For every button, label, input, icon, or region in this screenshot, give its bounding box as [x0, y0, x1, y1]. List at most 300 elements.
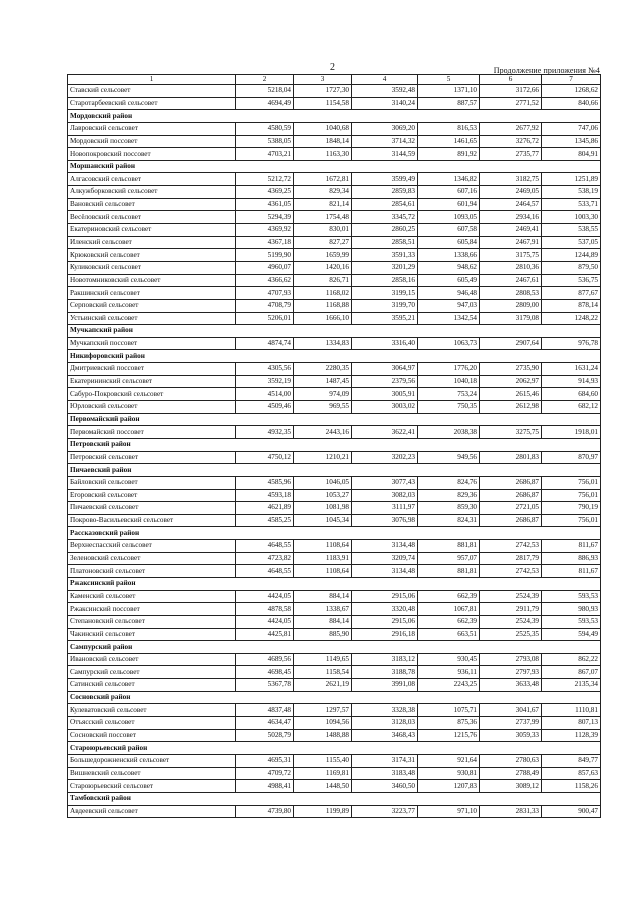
- value-cell: 2788,49: [480, 767, 542, 780]
- value-cell: 830,01: [294, 224, 352, 237]
- value-cell: 849,77: [542, 754, 601, 767]
- table-row: [68, 135, 601, 148]
- table-row: [68, 97, 601, 110]
- value-cell: 3223,77: [352, 805, 418, 818]
- value-cell: 4593,18: [236, 489, 294, 502]
- value-cell: 2243,25: [418, 679, 480, 692]
- settlement-name: Авдеевский сельсовет: [68, 805, 236, 818]
- settlement-name: Алкужборковский сельсовет: [68, 186, 236, 199]
- value-cell: 3460,50: [352, 780, 418, 793]
- value-cell: 881,81: [418, 540, 480, 553]
- value-cell: 2854,61: [352, 198, 418, 211]
- district-name: Мучкапский район: [68, 325, 601, 338]
- value-cell: 5294,39: [236, 211, 294, 224]
- value-cell: 2677,92: [480, 122, 542, 135]
- value-cell: 4366,62: [236, 274, 294, 287]
- value-cell: 3201,29: [352, 261, 418, 274]
- value-cell: 1244,89: [542, 249, 601, 262]
- value-cell: 2907,64: [480, 337, 542, 350]
- value-cell: 2686,87: [480, 514, 542, 527]
- value-cell: 4703,21: [236, 148, 294, 161]
- value-cell: 4707,93: [236, 287, 294, 300]
- table-row: [68, 540, 601, 553]
- value-cell: 1046,05: [294, 476, 352, 489]
- table-row: [68, 502, 601, 515]
- value-cell: 4837,48: [236, 704, 294, 717]
- value-cell: 2469,05: [480, 186, 542, 199]
- value-cell: 1672,81: [294, 173, 352, 186]
- table-row: [68, 489, 601, 502]
- settlement-name: Ракшинский сельсовет: [68, 287, 236, 300]
- value-cell: 884,14: [294, 615, 352, 628]
- value-cell: 875,36: [418, 717, 480, 730]
- value-cell: 946,48: [418, 287, 480, 300]
- value-cell: 663,51: [418, 628, 480, 641]
- value-cell: 949,56: [418, 451, 480, 464]
- value-cell: 1163,30: [294, 148, 352, 161]
- district-name: Никифоровский район: [68, 350, 601, 363]
- settlement-name: Ржаксинский поссовет: [68, 603, 236, 616]
- table-row: [68, 299, 601, 312]
- value-cell: 4305,56: [236, 363, 294, 376]
- settlement-name: Мордовский поссовет: [68, 135, 236, 148]
- table-row: [68, 211, 601, 224]
- value-cell: 4369,25: [236, 186, 294, 199]
- value-cell: 3128,03: [352, 717, 418, 730]
- settlement-name: Верхнеспасский сельсовет: [68, 540, 236, 553]
- value-cell: 3316,40: [352, 337, 418, 350]
- settlement-name: Ставский сельсовет: [68, 85, 236, 98]
- column-header: 5: [418, 75, 480, 85]
- value-cell: 2797,93: [480, 666, 542, 679]
- value-cell: 2686,87: [480, 489, 542, 502]
- value-cell: 1251,89: [542, 173, 601, 186]
- value-cell: 1342,54: [418, 312, 480, 325]
- value-cell: 5212,72: [236, 173, 294, 186]
- table-row: [68, 666, 601, 679]
- settlement-name: Старотарбеевский сельсовет: [68, 97, 236, 110]
- continuation-note: Продолжение приложения №4: [493, 66, 600, 75]
- value-cell: 1108,64: [294, 540, 352, 553]
- column-header: 4: [352, 75, 418, 85]
- value-cell: 4698,45: [236, 666, 294, 679]
- value-cell: 790,19: [542, 502, 601, 515]
- settlement-name: Чакинский сельсовет: [68, 628, 236, 641]
- settlement-name: Зеленовский сельсовет: [68, 552, 236, 565]
- settlement-name: Иленский сельсовет: [68, 236, 236, 249]
- district-header-row: [68, 641, 601, 654]
- value-cell: 5028,79: [236, 729, 294, 742]
- settlement-name: Пичаевский сельсовет: [68, 502, 236, 515]
- value-cell: 1158,26: [542, 780, 601, 793]
- value-cell: 538,55: [542, 224, 601, 237]
- value-cell: 3599,49: [352, 173, 418, 186]
- value-cell: 2467,61: [480, 274, 542, 287]
- value-cell: 1334,83: [294, 337, 352, 350]
- settlement-name: Устьинский сельсовет: [68, 312, 236, 325]
- value-cell: 2379,56: [352, 375, 418, 388]
- district-header-row: [68, 160, 601, 173]
- value-cell: 821,14: [294, 198, 352, 211]
- table-body: [68, 85, 601, 818]
- district-name: Тамбовский район: [68, 792, 601, 805]
- district-name: Первомайский район: [68, 413, 601, 426]
- value-cell: 537,05: [542, 236, 601, 249]
- settlement-name: Екатерининский сельсовет: [68, 375, 236, 388]
- value-cell: 3320,48: [352, 603, 418, 616]
- value-cell: 1666,10: [294, 312, 352, 325]
- value-cell: 980,93: [542, 603, 601, 616]
- value-cell: 3182,75: [480, 173, 542, 186]
- value-cell: 1754,48: [294, 211, 352, 224]
- value-cell: 1053,27: [294, 489, 352, 502]
- table-row: [68, 85, 601, 98]
- value-cell: 914,93: [542, 375, 601, 388]
- value-cell: 4514,00: [236, 388, 294, 401]
- value-cell: 2793,08: [480, 653, 542, 666]
- value-cell: 5199,90: [236, 249, 294, 262]
- value-cell: 829,34: [294, 186, 352, 199]
- value-cell: 2467,91: [480, 236, 542, 249]
- value-cell: 3134,48: [352, 565, 418, 578]
- value-cell: 4874,74: [236, 337, 294, 350]
- value-cell: 5218,04: [236, 85, 294, 98]
- value-cell: 1631,24: [542, 363, 601, 376]
- value-cell: 2621,19: [294, 679, 352, 692]
- page-number: 2: [330, 62, 335, 73]
- value-cell: 4694,49: [236, 97, 294, 110]
- value-cell: 3276,72: [480, 135, 542, 148]
- district-name: Староюрьевский район: [68, 742, 601, 755]
- district-name: Сосновский район: [68, 691, 601, 704]
- settlement-name: Дмитриевский поссовет: [68, 363, 236, 376]
- value-cell: 3199,15: [352, 287, 418, 300]
- district-header-row: [68, 350, 601, 363]
- value-cell: 2858,16: [352, 274, 418, 287]
- value-cell: 2808,53: [480, 287, 542, 300]
- value-cell: 1199,89: [294, 805, 352, 818]
- value-cell: 2737,99: [480, 717, 542, 730]
- value-cell: 4424,05: [236, 590, 294, 603]
- value-cell: 1210,21: [294, 451, 352, 464]
- value-cell: 3064,97: [352, 363, 418, 376]
- table-row: [68, 514, 601, 527]
- table-row: [68, 148, 601, 161]
- value-cell: 3082,03: [352, 489, 418, 502]
- table-row: [68, 603, 601, 616]
- district-header-row: [68, 792, 601, 805]
- value-cell: 3592,19: [236, 375, 294, 388]
- settlement-name: Вишневский сельсовет: [68, 767, 236, 780]
- value-cell: 607,16: [418, 186, 480, 199]
- value-cell: 682,12: [542, 401, 601, 414]
- value-cell: 1040,18: [418, 375, 480, 388]
- settlement-name: Новопокровский поссовет: [68, 148, 236, 161]
- value-cell: 4695,31: [236, 754, 294, 767]
- value-cell: 840,66: [542, 97, 601, 110]
- value-cell: 2858,51: [352, 236, 418, 249]
- district-name: Пичаевский район: [68, 464, 601, 477]
- settlement-name: Екатериновский сельсовет: [68, 224, 236, 237]
- value-cell: 862,22: [542, 653, 601, 666]
- value-cell: 957,07: [418, 552, 480, 565]
- value-cell: 3005,91: [352, 388, 418, 401]
- value-cell: 4750,12: [236, 451, 294, 464]
- settlement-name: Крюковский сельсовет: [68, 249, 236, 262]
- header-row: [68, 75, 601, 85]
- table-row: [68, 287, 601, 300]
- value-cell: 3076,98: [352, 514, 418, 527]
- value-cell: 1045,34: [294, 514, 352, 527]
- settlement-name: Ивановский сельсовет: [68, 653, 236, 666]
- value-cell: 976,78: [542, 337, 601, 350]
- value-cell: 3089,12: [480, 780, 542, 793]
- value-cell: 4932,35: [236, 426, 294, 439]
- value-cell: 3183,12: [352, 653, 418, 666]
- value-cell: 971,10: [418, 805, 480, 818]
- value-cell: 593,53: [542, 590, 601, 603]
- value-cell: 947,03: [418, 299, 480, 312]
- value-cell: 936,11: [418, 666, 480, 679]
- value-cell: 1155,40: [294, 754, 352, 767]
- table-row: [68, 173, 601, 186]
- table-row: [68, 679, 601, 692]
- value-cell: 3174,31: [352, 754, 418, 767]
- table-row: [68, 224, 601, 237]
- value-cell: 2916,18: [352, 628, 418, 641]
- value-cell: 2915,06: [352, 615, 418, 628]
- value-cell: 2524,39: [480, 615, 542, 628]
- value-cell: 594,49: [542, 628, 601, 641]
- value-cell: 662,39: [418, 615, 480, 628]
- settlement-name: Сабуро-Покровский сельсовет: [68, 388, 236, 401]
- value-cell: 2735,90: [480, 363, 542, 376]
- value-cell: 2443,16: [294, 426, 352, 439]
- table-row: [68, 186, 601, 199]
- district-name: Рассказовский район: [68, 527, 601, 540]
- value-cell: 1371,10: [418, 85, 480, 98]
- value-cell: 930,45: [418, 653, 480, 666]
- value-cell: 2809,00: [480, 299, 542, 312]
- settlement-name: Весёловский сельсовет: [68, 211, 236, 224]
- value-cell: 3188,78: [352, 666, 418, 679]
- value-cell: 974,09: [294, 388, 352, 401]
- settlement-name: Отъясский сельсовет: [68, 717, 236, 730]
- value-cell: 1215,76: [418, 729, 480, 742]
- value-cell: 816,53: [418, 122, 480, 135]
- value-cell: 2911,79: [480, 603, 542, 616]
- value-cell: 1003,30: [542, 211, 601, 224]
- value-cell: 1346,82: [418, 173, 480, 186]
- value-cell: 900,47: [542, 805, 601, 818]
- district-name: Петровский район: [68, 438, 601, 451]
- settlement-name: Староюрьевский сельсовет: [68, 780, 236, 793]
- value-cell: 5206,01: [236, 312, 294, 325]
- district-header-row: [68, 438, 601, 451]
- value-cell: 2831,33: [480, 805, 542, 818]
- value-cell: 1183,91: [294, 552, 352, 565]
- value-cell: 3209,74: [352, 552, 418, 565]
- value-cell: 879,50: [542, 261, 601, 274]
- value-cell: 3714,32: [352, 135, 418, 148]
- value-cell: 3041,67: [480, 704, 542, 717]
- value-cell: 886,93: [542, 552, 601, 565]
- value-cell: 2612,98: [480, 401, 542, 414]
- value-cell: 1169,81: [294, 767, 352, 780]
- value-cell: 3592,48: [352, 85, 418, 98]
- settlement-name: Сатинский сельсовет: [68, 679, 236, 692]
- value-cell: 1727,30: [294, 85, 352, 98]
- district-header-row: [68, 742, 601, 755]
- settlement-name: Мучкапский поссовет: [68, 337, 236, 350]
- value-cell: 5388,05: [236, 135, 294, 148]
- settlement-name: Алгасовский сельсовет: [68, 173, 236, 186]
- value-cell: 3991,08: [352, 679, 418, 692]
- value-cell: 1207,83: [418, 780, 480, 793]
- value-cell: 1338,66: [418, 249, 480, 262]
- settlement-name: Степановский сельсовет: [68, 615, 236, 628]
- value-cell: 826,71: [294, 274, 352, 287]
- value-cell: 878,14: [542, 299, 601, 312]
- value-cell: 1918,01: [542, 426, 601, 439]
- value-cell: 2915,06: [352, 590, 418, 603]
- value-cell: 969,55: [294, 401, 352, 414]
- table-row: [68, 363, 601, 376]
- table-row: [68, 337, 601, 350]
- table-row: [68, 249, 601, 262]
- table-row: [68, 704, 601, 717]
- value-cell: 859,30: [418, 502, 480, 515]
- settlement-name: Новотомниковский сельсовет: [68, 274, 236, 287]
- value-cell: 593,53: [542, 615, 601, 628]
- value-cell: 881,81: [418, 565, 480, 578]
- value-cell: 4424,05: [236, 615, 294, 628]
- value-cell: 533,71: [542, 198, 601, 211]
- value-cell: 4648,55: [236, 565, 294, 578]
- table-row: [68, 198, 601, 211]
- value-cell: 1149,65: [294, 653, 352, 666]
- value-cell: 2771,52: [480, 97, 542, 110]
- value-cell: 2817,79: [480, 552, 542, 565]
- value-cell: 3633,48: [480, 679, 542, 692]
- district-header-row: [68, 325, 601, 338]
- value-cell: 2780,63: [480, 754, 542, 767]
- table-row: [68, 261, 601, 274]
- value-cell: 536,75: [542, 274, 601, 287]
- value-cell: 1094,56: [294, 717, 352, 730]
- district-name: Ржаксинский район: [68, 577, 601, 590]
- value-cell: 4509,46: [236, 401, 294, 414]
- value-cell: 1338,67: [294, 603, 352, 616]
- settlement-name: Вановский сельсовет: [68, 198, 236, 211]
- value-cell: 538,19: [542, 186, 601, 199]
- district-header-row: [68, 464, 601, 477]
- value-cell: 885,90: [294, 628, 352, 641]
- settlement-name: Платоновский сельсовет: [68, 565, 236, 578]
- district-name: Мордовский район: [68, 110, 601, 123]
- column-header: 3: [294, 75, 352, 85]
- value-cell: 1067,81: [418, 603, 480, 616]
- settlement-name: Егоровский сельсовет: [68, 489, 236, 502]
- value-cell: 1154,58: [294, 97, 352, 110]
- value-cell: 1659,99: [294, 249, 352, 262]
- value-cell: 756,01: [542, 489, 601, 502]
- table-row: [68, 236, 601, 249]
- value-cell: 3003,02: [352, 401, 418, 414]
- value-cell: 1848,14: [294, 135, 352, 148]
- value-cell: 827,27: [294, 236, 352, 249]
- value-cell: 756,01: [542, 476, 601, 489]
- value-cell: 2062,97: [480, 375, 542, 388]
- value-cell: 605,49: [418, 274, 480, 287]
- value-cell: 4878,58: [236, 603, 294, 616]
- value-cell: 3111,97: [352, 502, 418, 515]
- settlement-name: Серповский сельсовет: [68, 299, 236, 312]
- value-cell: 3183,48: [352, 767, 418, 780]
- value-cell: 1168,88: [294, 299, 352, 312]
- district-name: Сампурский район: [68, 641, 601, 654]
- table-row: [68, 388, 601, 401]
- value-cell: 747,06: [542, 122, 601, 135]
- value-cell: 867,07: [542, 666, 601, 679]
- table-row: [68, 653, 601, 666]
- value-cell: 4621,89: [236, 502, 294, 515]
- settlement-name: Сосновский поссовет: [68, 729, 236, 742]
- value-cell: 3622,41: [352, 426, 418, 439]
- value-cell: 756,01: [542, 514, 601, 527]
- value-cell: 2469,41: [480, 224, 542, 237]
- table-row: [68, 312, 601, 325]
- settlement-name: Юрловский сельсовет: [68, 401, 236, 414]
- value-cell: 891,92: [418, 148, 480, 161]
- value-cell: 1081,98: [294, 502, 352, 515]
- value-cell: 601,94: [418, 198, 480, 211]
- value-cell: 2721,05: [480, 502, 542, 515]
- settlement-name: Куликовский сельсовет: [68, 261, 236, 274]
- table-row: [68, 780, 601, 793]
- settlement-name: Лавровский сельсовет: [68, 122, 236, 135]
- settlement-name: Первомайский поссовет: [68, 426, 236, 439]
- value-cell: 2280,35: [294, 363, 352, 376]
- value-cell: 824,31: [418, 514, 480, 527]
- value-cell: 3077,43: [352, 476, 418, 489]
- value-cell: 1075,71: [418, 704, 480, 717]
- value-cell: 3179,08: [480, 312, 542, 325]
- value-cell: 930,81: [418, 767, 480, 780]
- table-row: [68, 426, 601, 439]
- value-cell: 2686,87: [480, 476, 542, 489]
- value-cell: 1776,20: [418, 363, 480, 376]
- value-cell: 1268,62: [542, 85, 601, 98]
- district-header-row: [68, 691, 601, 704]
- value-cell: 4425,81: [236, 628, 294, 641]
- column-header: 7: [542, 75, 601, 85]
- value-cell: 2038,38: [418, 426, 480, 439]
- value-cell: 3199,70: [352, 299, 418, 312]
- value-cell: 3202,23: [352, 451, 418, 464]
- value-cell: 4585,96: [236, 476, 294, 489]
- value-cell: 684,60: [542, 388, 601, 401]
- district-header-row: [68, 577, 601, 590]
- value-cell: 2801,83: [480, 451, 542, 464]
- value-cell: 1420,16: [294, 261, 352, 274]
- value-cell: 921,64: [418, 754, 480, 767]
- value-cell: 4580,59: [236, 122, 294, 135]
- value-cell: 1128,39: [542, 729, 601, 742]
- value-cell: 3069,20: [352, 122, 418, 135]
- value-cell: 1063,73: [418, 337, 480, 350]
- value-cell: 753,24: [418, 388, 480, 401]
